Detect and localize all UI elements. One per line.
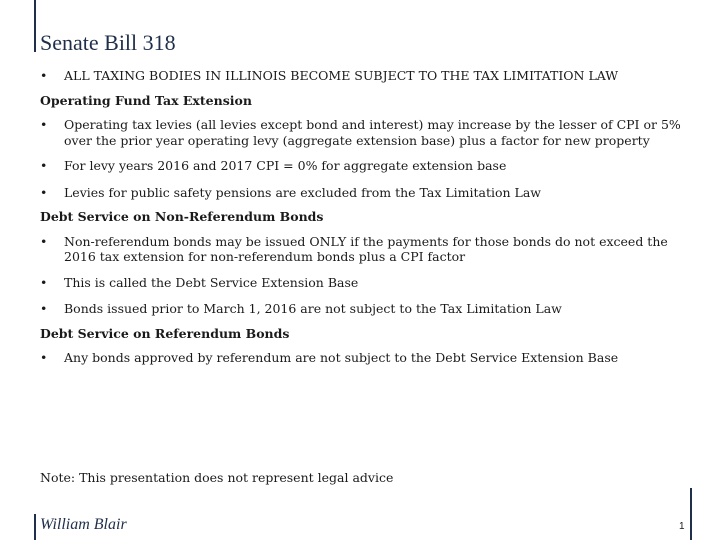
list-item: • Non-referendum bonds may be issued ONLY if the payments for those bonds do not exceed the 2016 tax extension for non-referendum bonds plus a CPI factor (40, 234, 690, 265)
logo-accent-bar (34, 514, 36, 540)
section-heading-referendum-bonds: Debt Service on Referendum Bonds (40, 325, 290, 341)
company-logo: William Blair (40, 516, 127, 533)
list-item: • This is called the Debt Service Extension Base (40, 275, 690, 291)
section-heading-non-referendum-bonds: Debt Service on Non-Referendum Bonds (40, 209, 324, 224)
footer-accent-bar (690, 488, 692, 540)
section-heading-operating-fund: Operating Fund Tax Extension (40, 92, 252, 108)
intro-bullet: • ALL TAXING BODIES IN ILLINOIS BECOME SUBJECT TO THE TAX LIMITATION LAW (40, 68, 690, 84)
list-item: • Any bonds approved by referendum are not subject to the Debt Service Extension Base (40, 350, 690, 366)
list-item: • For levy years 2016 and 2017 CPI = 0% for aggregate extension base (40, 158, 690, 174)
list-item: • Bonds issued prior to March 1, 2016 are not subject to the Tax Limitation Law (40, 301, 690, 317)
page-title: Senate Bill 318 (40, 30, 176, 55)
title-accent-bar (34, 0, 36, 52)
list-item: • Operating tax levies (all levies except bond and interest) may increase by the lesser of CPI or 5% over the prior year operating levy (aggregate extension base) plus a factor for new property (40, 117, 690, 148)
legal-note: Note: This presentation does not represent legal advice (40, 470, 394, 485)
slide-content (40, 68, 690, 366)
list-item: • Levies for public safety pensions are excluded from the Tax Limitation Law (40, 185, 690, 201)
page-number: 1 (679, 521, 685, 532)
